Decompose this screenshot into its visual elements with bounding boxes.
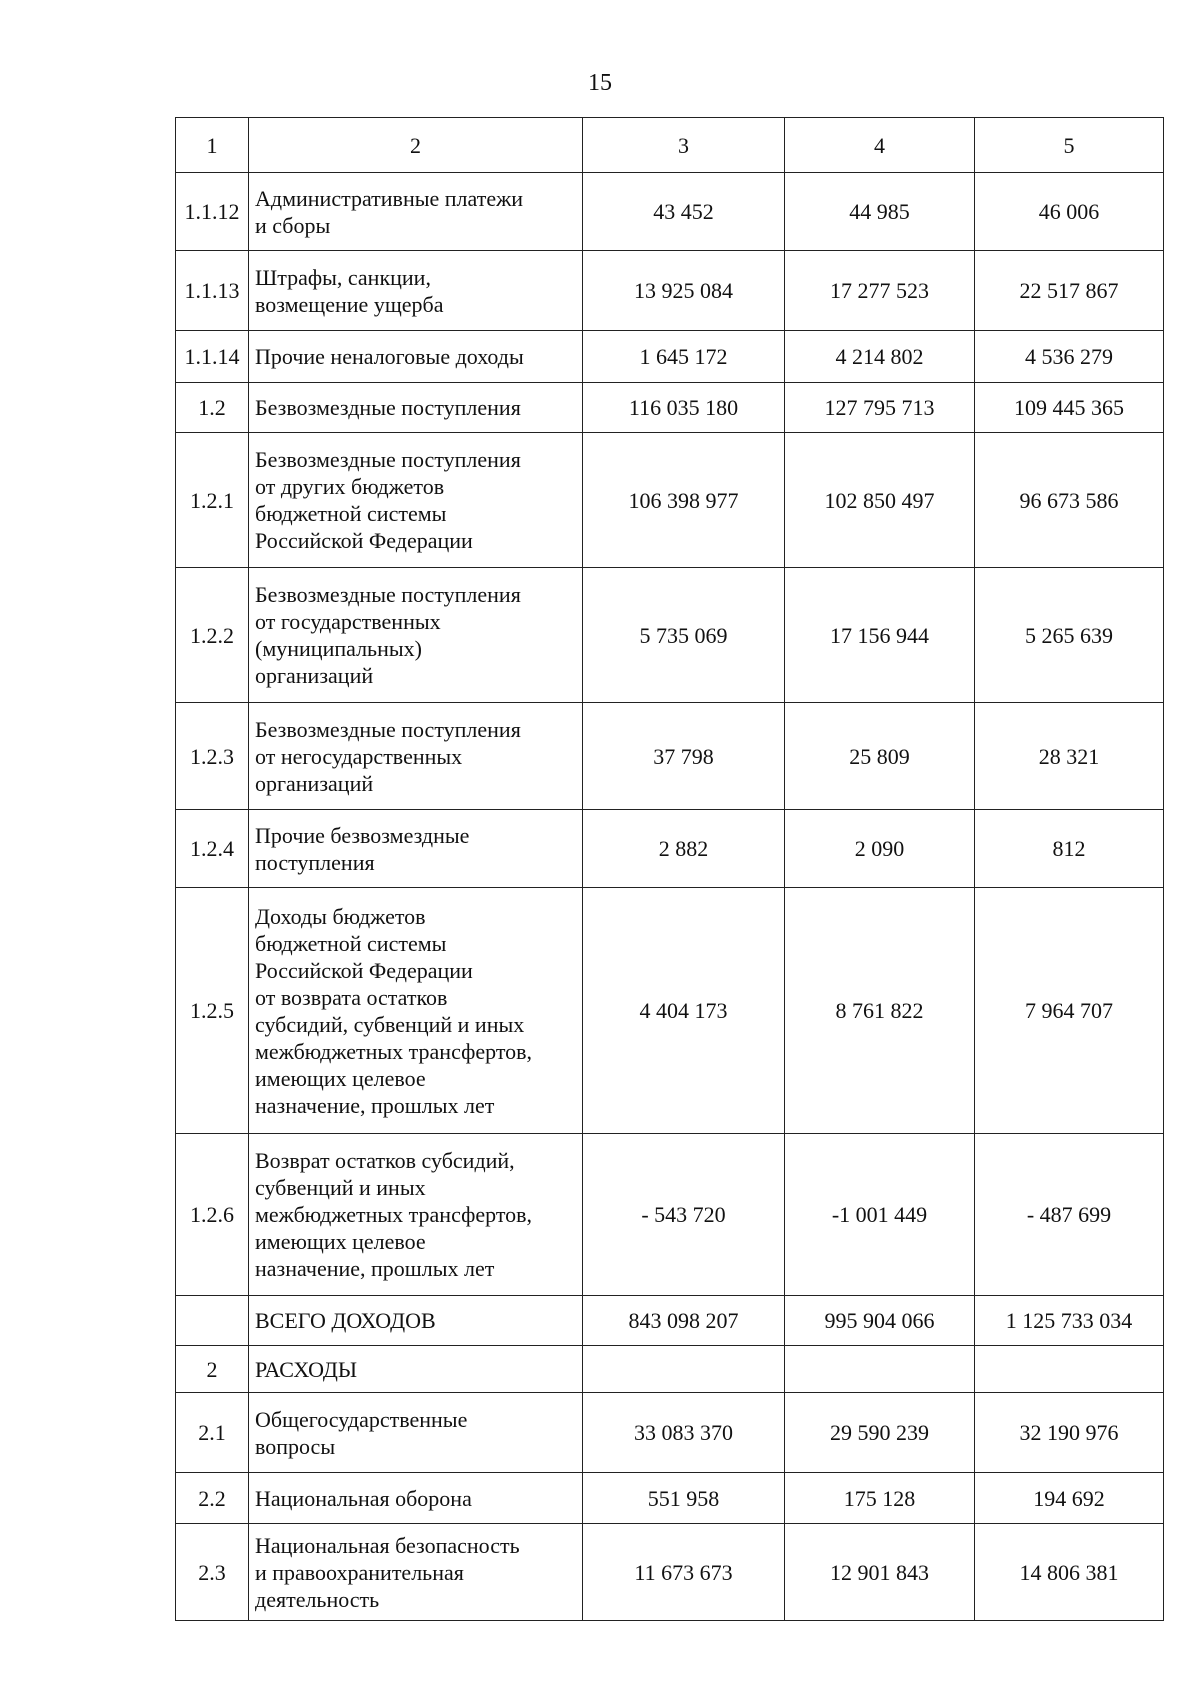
row-code: 1.1.13 bbox=[176, 251, 249, 331]
row-code: 1.2.2 bbox=[176, 568, 249, 703]
row-value-col4: 29 590 239 bbox=[785, 1393, 975, 1473]
row-code: 1.2 bbox=[176, 383, 249, 433]
column-header: 2 bbox=[249, 118, 583, 173]
row-value-col4: 175 128 bbox=[785, 1473, 975, 1524]
row-value-col5: 46 006 bbox=[975, 173, 1164, 251]
row-value-col3: 1 645 172 bbox=[583, 331, 785, 383]
row-code: 2.1 bbox=[176, 1393, 249, 1473]
row-value-col3: 106 398 977 bbox=[583, 433, 785, 568]
row-value-col5: 22 517 867 bbox=[975, 251, 1164, 331]
page-number: 15 bbox=[588, 70, 612, 96]
table-row bbox=[176, 331, 1164, 383]
table-row bbox=[176, 251, 1164, 331]
row-value-col5: - 487 699 bbox=[975, 1134, 1164, 1296]
row-code: 1.2.6 bbox=[176, 1134, 249, 1296]
row-value-col4: 17 277 523 bbox=[785, 251, 975, 331]
row-value-col5: 4 536 279 bbox=[975, 331, 1164, 383]
row-code: 2.3 bbox=[176, 1524, 249, 1621]
row-value-col4 bbox=[785, 1346, 975, 1393]
row-name: Общегосударственные вопросы bbox=[249, 1393, 583, 1473]
row-name: Национальная оборона bbox=[249, 1473, 583, 1524]
row-name: Прочие безвозмездные поступления bbox=[249, 810, 583, 888]
row-name: Доходы бюджетов бюджетной системы Российской Федерации от возврата остатков субсидий, субвенций и иных межбюджетных трансфертов, имеющих целевое назначение, прошлых лет bbox=[249, 888, 583, 1134]
row-value-col5: 28 321 bbox=[975, 703, 1164, 810]
row-value-col3: 13 925 084 bbox=[583, 251, 785, 331]
row-code: 1.1.12 bbox=[176, 173, 249, 251]
row-name: Прочие неналоговые доходы bbox=[249, 331, 583, 383]
row-value-col5: 1 125 733 034 bbox=[975, 1296, 1164, 1346]
row-code: 2 bbox=[176, 1346, 249, 1393]
table-row bbox=[176, 888, 1164, 1134]
table-row bbox=[176, 703, 1164, 810]
row-value-col5 bbox=[975, 1346, 1164, 1393]
row-name: Возврат остатков субсидий, субвенций и иных межбюджетных трансфертов, имеющих целевое назначение, прошлых лет bbox=[249, 1134, 583, 1296]
row-value-col5: 32 190 976 bbox=[975, 1393, 1164, 1473]
row-name: Национальная безопасность и правоохранительная деятельность bbox=[249, 1524, 583, 1621]
row-value-col4: 17 156 944 bbox=[785, 568, 975, 703]
row-value-col4: -1 001 449 bbox=[785, 1134, 975, 1296]
row-name: Административные платежи и сборы bbox=[249, 173, 583, 251]
row-value-col5: 5 265 639 bbox=[975, 568, 1164, 703]
row-value-col3: 843 098 207 bbox=[583, 1296, 785, 1346]
table-row bbox=[176, 568, 1164, 703]
row-code: 1.2.1 bbox=[176, 433, 249, 568]
row-value-col3: 43 452 bbox=[583, 173, 785, 251]
row-value-col3: 2 882 bbox=[583, 810, 785, 888]
row-name: Безвозмездные поступления от негосударственных организаций bbox=[249, 703, 583, 810]
table-row bbox=[176, 433, 1164, 568]
row-value-col3: 5 735 069 bbox=[583, 568, 785, 703]
table-body bbox=[176, 173, 1164, 1621]
row-value-col4: 4 214 802 bbox=[785, 331, 975, 383]
row-value-col4: 2 090 bbox=[785, 810, 975, 888]
column-header: 3 bbox=[583, 118, 785, 173]
table-row bbox=[176, 1473, 1164, 1524]
row-code: 2.2 bbox=[176, 1473, 249, 1524]
row-value-col4: 44 985 bbox=[785, 173, 975, 251]
row-name: Безвозмездные поступления от государственных (муниципальных) организаций bbox=[249, 568, 583, 703]
row-value-col5: 96 673 586 bbox=[975, 433, 1164, 568]
row-value-col4: 8 761 822 bbox=[785, 888, 975, 1134]
row-code bbox=[176, 1296, 249, 1346]
row-value-col3: 4 404 173 bbox=[583, 888, 785, 1134]
table-row bbox=[176, 1296, 1164, 1346]
row-name: Безвозмездные поступления bbox=[249, 383, 583, 433]
table-row bbox=[176, 383, 1164, 433]
row-name: РАСХОДЫ bbox=[249, 1346, 583, 1393]
row-value-col3: 116 035 180 bbox=[583, 383, 785, 433]
row-value-col3 bbox=[583, 1346, 785, 1393]
row-value-col5: 14 806 381 bbox=[975, 1524, 1164, 1621]
row-value-col5: 812 bbox=[975, 810, 1164, 888]
row-value-col3: 11 673 673 bbox=[583, 1524, 785, 1621]
column-header: 1 bbox=[176, 118, 249, 173]
row-value-col5: 109 445 365 bbox=[975, 383, 1164, 433]
row-value-col4: 25 809 bbox=[785, 703, 975, 810]
row-name: Безвозмездные поступления от других бюджетов бюджетной системы Российской Федерации bbox=[249, 433, 583, 568]
row-value-col3: 37 798 bbox=[583, 703, 785, 810]
row-name: ВСЕГО ДОХОДОВ bbox=[249, 1296, 583, 1346]
table-header-row bbox=[176, 118, 1164, 173]
row-code: 1.1.14 bbox=[176, 331, 249, 383]
row-value-col5: 194 692 bbox=[975, 1473, 1164, 1524]
row-value-col4: 127 795 713 bbox=[785, 383, 975, 433]
column-header: 5 bbox=[975, 118, 1164, 173]
row-value-col5: 7 964 707 bbox=[975, 888, 1164, 1134]
row-value-col4: 102 850 497 bbox=[785, 433, 975, 568]
column-header: 4 bbox=[785, 118, 975, 173]
table-row bbox=[176, 173, 1164, 251]
row-value-col4: 995 904 066 bbox=[785, 1296, 975, 1346]
row-code: 1.2.3 bbox=[176, 703, 249, 810]
row-value-col4: 12 901 843 bbox=[785, 1524, 975, 1621]
table-row bbox=[176, 1346, 1164, 1393]
row-code: 1.2.5 bbox=[176, 888, 249, 1134]
row-value-col3: 551 958 bbox=[583, 1473, 785, 1524]
table-row bbox=[176, 1393, 1164, 1473]
row-value-col3: - 543 720 bbox=[583, 1134, 785, 1296]
row-name: Штрафы, санкции, возмещение ущерба bbox=[249, 251, 583, 331]
row-code: 1.2.4 bbox=[176, 810, 249, 888]
table-row bbox=[176, 1524, 1164, 1621]
budget-table bbox=[175, 117, 1164, 1621]
table-row bbox=[176, 1134, 1164, 1296]
table-row bbox=[176, 810, 1164, 888]
row-value-col3: 33 083 370 bbox=[583, 1393, 785, 1473]
